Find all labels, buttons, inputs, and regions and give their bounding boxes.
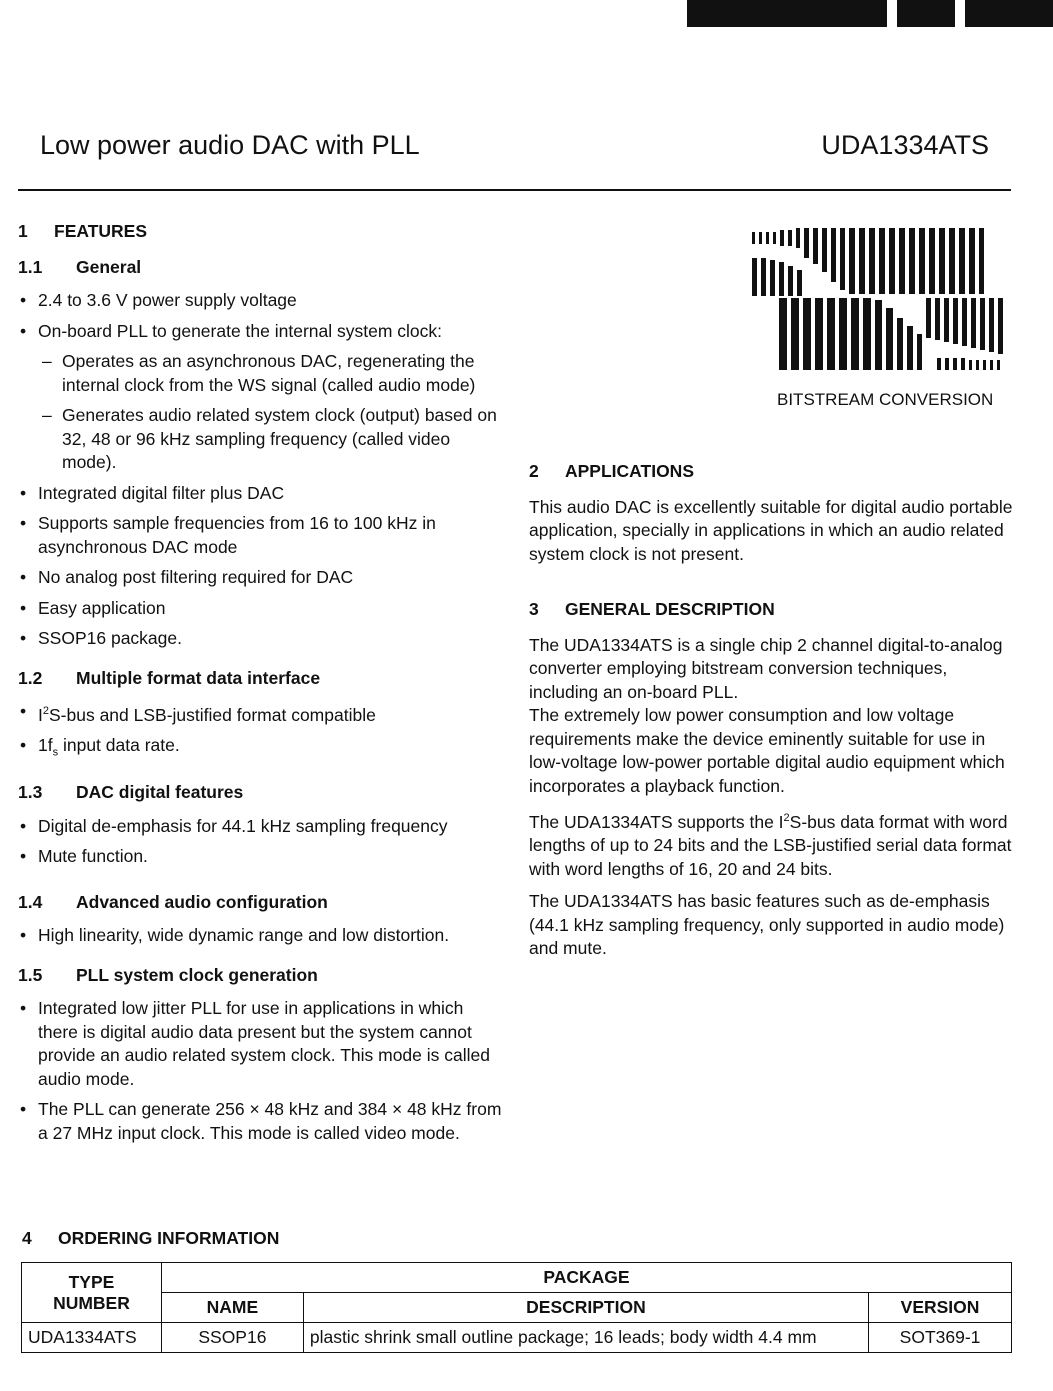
applications-heading: 2 APPLICATIONS bbox=[529, 461, 694, 481]
type-cell: UDA1334ATS bbox=[22, 1323, 162, 1353]
list-item: • Mute function. bbox=[18, 845, 508, 869]
description-paragraph: The UDA1334ATS has basic features such as de-emphasis (44.1 kHz sampling frequency, only supported in audio mode) and mute. bbox=[529, 891, 1005, 959]
list-item: • On-board PLL to generate the internal system clock: – Operates as an asynchronous DAC, regenerating the internal clock from the WS signal (called audio mode) – Generates audio related system clock (output) based on 32, 48 or 96 kHz sampling frequency (called video mode). bbox=[18, 320, 508, 475]
list-item: • No analog post filtering required for DAC bbox=[18, 566, 508, 590]
document-title: Low power audio DAC with PLL bbox=[40, 130, 420, 160]
pll-list bbox=[18, 997, 508, 1145]
name-cell: SSOP16 bbox=[161, 1323, 303, 1353]
list-item: • Integrated low jitter PLL for use in applications in which there is digital audio data present but the system cannot provide an audio related system clock. This mode is called audio mode. bbox=[18, 997, 508, 1091]
package-header: PACKAGE bbox=[161, 1263, 1011, 1293]
list-item: • $1f_s$ input data rate. bbox=[18, 734, 508, 765]
sub-list-item: – Generates audio related system clock (output) based on 32, 48 or 96 kHz sampling frequency (called video mode). bbox=[38, 404, 508, 475]
description-paragraph: The UDA1334ATS is a single chip 2 channel digital-to-analog converter employing bitstream conversion techniques, including an on-board PLL. bbox=[529, 634, 1003, 702]
dac-heading: 1.3 DAC digital features bbox=[18, 782, 244, 803]
description-header: DESCRIPTION bbox=[303, 1293, 868, 1323]
type-number-header: TYPE NUMBER bbox=[22, 1263, 162, 1323]
list-item: • The PLL can generate 256 × 48 kHz and 384 × 48 kHz from a 27 MHz input clock. This mode is called video mode. bbox=[18, 1098, 508, 1145]
version-header: VERSION bbox=[869, 1293, 1012, 1323]
header-bar bbox=[965, 0, 1053, 27]
pll-heading: 1.5 PLL system clock generation bbox=[18, 964, 318, 985]
audio-heading: 1.4 Advanced audio configuration bbox=[18, 891, 328, 912]
bitstream-logo bbox=[752, 228, 1010, 376]
audio-list bbox=[18, 924, 508, 948]
part-number: UDA1334ATS bbox=[821, 130, 989, 160]
sub-list-item: – Operates as an asynchronous DAC, regenerating the internal clock from the WS signal (called audio mode) bbox=[38, 350, 508, 397]
list-item: • Digital de-emphasis for 44.1 kHz sampling frequency bbox=[18, 815, 508, 839]
list-item: • Supports sample frequencies from 16 to 100 kHz in asynchronous DAC mode bbox=[18, 512, 508, 559]
list-item: • SSOP16 package. bbox=[18, 627, 508, 651]
general-heading: 1.1 General bbox=[18, 256, 142, 277]
list-item: • Easy application bbox=[18, 597, 508, 621]
header-bar bbox=[897, 0, 955, 27]
logo-caption: BITSTREAM CONVERSION bbox=[777, 390, 994, 409]
list-item: • $I^2S$-bus and LSB-justified format compatible bbox=[18, 700, 508, 727]
table-row bbox=[22, 1323, 1012, 1353]
header-bar bbox=[687, 0, 887, 27]
version-cell: SOT369-1 bbox=[869, 1323, 1012, 1353]
format-list bbox=[18, 700, 508, 765]
ordering-heading: 4 ORDERING INFORMATION bbox=[22, 1228, 280, 1248]
description-paragraph: The extremely low power consumption and low voltage requirements make the device eminently suitable for use in low-voltage low-power portable digital audio equipment which incorporates a playback function. bbox=[529, 705, 1005, 796]
ordering-table bbox=[21, 1262, 1012, 1353]
sub-list bbox=[38, 350, 508, 475]
general-list bbox=[18, 289, 508, 651]
name-header: NAME bbox=[161, 1293, 303, 1323]
list-item: • 2.4 to 3.6 V power supply voltage bbox=[18, 289, 508, 313]
description-paragraph: The UDA1334ATS supports the $I^2S$-bus data format with word lengths of up to 24 bits and the LSB-justified serial data format with word lengths of 16, 20 and 24 bits. bbox=[529, 811, 1012, 879]
format-heading: 1.2 Multiple format data interface bbox=[18, 667, 321, 688]
applications-text: This audio DAC is excellently suitable for digital audio portable application, specially in applications in which an audio related system clock is not present. bbox=[529, 496, 1013, 564]
header-rule bbox=[18, 189, 1011, 191]
description-cell: plastic shrink small outline package; 16 leads; body width 4.4 mm bbox=[303, 1323, 868, 1353]
features-heading: 1 FEATURES bbox=[18, 221, 148, 241]
features-column bbox=[18, 220, 508, 1152]
list-item: • High linearity, wide dynamic range and low distortion. bbox=[18, 924, 508, 948]
list-item: • Integrated digital filter plus DAC bbox=[18, 482, 508, 506]
dac-list bbox=[18, 815, 508, 869]
right-column bbox=[529, 460, 1013, 970]
description-heading: 3 GENERAL DESCRIPTION bbox=[529, 599, 775, 619]
